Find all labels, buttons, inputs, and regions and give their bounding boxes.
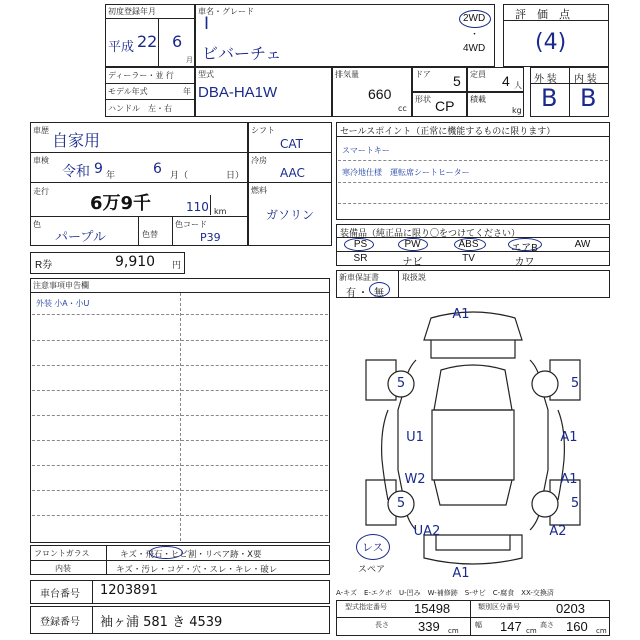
score-label: 評 価 点	[515, 9, 570, 21]
km-unit: km	[214, 207, 227, 216]
month-unit: 月	[186, 56, 193, 64]
warranty-no-circle	[369, 282, 390, 297]
first-reg-label: 初度登録年月	[108, 7, 156, 16]
dealer-label: ディーラー・並 行	[108, 71, 174, 80]
equip-abs: ABS	[458, 239, 479, 250]
first-reg-era: 平成	[108, 40, 135, 55]
usage: 自家用	[52, 131, 101, 150]
yen-unit: 円	[172, 261, 182, 271]
inspection-label: 車検	[33, 156, 49, 165]
color-code-label: 色コード	[175, 220, 207, 229]
registration-value: 袖ヶ浦 581 き 4539	[100, 615, 223, 630]
model-year-label: モデル年式	[108, 87, 148, 96]
sales-point-1: スマートキー	[342, 146, 390, 155]
equip-leather: カワ	[514, 257, 535, 268]
type-cert-label: 型式指定番号	[345, 603, 387, 611]
ac: AAC	[280, 166, 305, 180]
cc-unit: cc	[398, 104, 407, 113]
damage-mark-tire-rl: 5	[396, 496, 406, 511]
warranty-sep: ・	[358, 288, 368, 299]
height: 160	[566, 619, 588, 634]
equip-aw: AW	[574, 239, 591, 250]
interior-row-text: キズ・汚レ・コゲ・穴・スレ・キレ・破レ	[116, 565, 278, 575]
kg-unit: kg	[512, 106, 522, 115]
width: 147	[500, 619, 522, 634]
windshield-text: キズ・飛石・ヒビ割・リペア跡・X要	[120, 550, 262, 560]
color-code: P39	[200, 231, 221, 244]
length-unit: cm	[448, 627, 459, 635]
fuel-label: 燃料	[251, 186, 267, 195]
damage-mark-rear-left: UA2	[413, 524, 441, 539]
grade: ビバーチェ	[202, 44, 282, 63]
equip-abs-circle	[454, 238, 486, 251]
car-name: I	[204, 14, 210, 34]
windshield-stone-circle	[149, 546, 183, 559]
manual-label: 取扱説	[402, 273, 426, 282]
damage-legend: A-キズ E-エクボ U-凹み W-補修跡 S-サビ C-腐食 XX-交換済	[336, 589, 554, 597]
chassis-label: 車台番号	[40, 589, 80, 600]
damage-mark-tire-fl: 5	[396, 376, 406, 391]
equip-tv: TV	[462, 253, 475, 264]
type-value: DBA-HA1W	[198, 84, 278, 101]
door-label: ドア	[415, 70, 431, 79]
exterior-label: 外 装	[534, 74, 557, 85]
year-unit: 年	[183, 87, 191, 96]
interior-label: 内 装	[574, 74, 597, 85]
type-label: 型式	[198, 70, 214, 79]
mileage-sub: 110	[186, 200, 209, 214]
inspection-month-unit: 月（	[170, 171, 189, 181]
damage-mark-rear-right: A2	[549, 524, 567, 539]
type-cert: 15498	[414, 601, 451, 616]
length-label: 長さ	[375, 621, 389, 629]
person-unit: 人	[514, 81, 522, 90]
ac-label: 冷房	[251, 156, 267, 165]
damage-mark-tire-fr: 5	[570, 376, 580, 391]
notes-line-1: 外装 小A・小U	[36, 299, 90, 308]
color: パープル	[55, 230, 106, 245]
equip-sr: SR	[353, 253, 368, 264]
color-swap-label: 色替	[142, 230, 158, 239]
usage-label: 車歴	[33, 126, 49, 135]
fuel: ガソリン	[266, 208, 315, 222]
car-name-label: 車名・グレード	[198, 7, 254, 16]
equip-airbag-circle	[508, 238, 542, 251]
width-label: 幅	[475, 621, 482, 629]
first-reg-month: 6	[172, 32, 183, 51]
shape: CP	[435, 98, 455, 114]
equip-pw: PW	[404, 239, 421, 250]
length: 339	[418, 619, 440, 634]
shape-label: 形状	[415, 95, 431, 104]
inspection-era: 令和	[62, 164, 90, 180]
sales-points-label: セールスポイント（正常に機能するものに限ります）	[340, 126, 556, 136]
interior-grade: B	[580, 84, 597, 112]
damage-mark-front: A1	[452, 307, 470, 322]
class-label: 類別区分番号	[478, 603, 520, 611]
doors: 5	[453, 73, 461, 89]
registration-label: 登録番号	[40, 617, 80, 628]
equip-airbag: エアB	[511, 243, 538, 254]
displacement: 660	[368, 86, 392, 102]
inspection-day-unit: 日）	[226, 171, 245, 181]
handle-label: ハンドル 左・右	[108, 104, 172, 113]
warranty-yes: 有	[346, 288, 356, 299]
capacity-label: 定員	[470, 70, 486, 79]
displacement-label: 排気量	[335, 70, 359, 79]
equip-ps-circle	[344, 238, 374, 251]
warranty-no: 無	[374, 288, 384, 299]
shift-label: シフト	[251, 126, 275, 135]
equip-navi: ナビ	[402, 257, 423, 268]
sales-point-2: 寒冷地仕様 運転席シートヒーター	[342, 168, 470, 177]
mileage: 6万9千	[90, 193, 152, 214]
equip-pw-circle	[398, 238, 428, 251]
recycle-amount: 9,910	[115, 254, 156, 270]
drive-dot: ・	[470, 29, 480, 39]
inspection-year-unit: 年	[106, 171, 116, 181]
capacity: 4	[502, 73, 510, 89]
inspection-month: 6	[153, 161, 162, 177]
spare-mark: レス	[362, 541, 384, 554]
height-unit: cm	[596, 627, 607, 635]
damage-mark-right-rear: A1	[560, 472, 578, 487]
color-label: 色	[33, 220, 41, 229]
notes-label: 注意事項申告欄	[33, 281, 89, 290]
mileage-label: 走行	[33, 187, 49, 196]
class-value: 0203	[556, 601, 585, 616]
equip-ps: PS	[353, 239, 368, 250]
recycle-box	[30, 252, 185, 274]
damage-mark-rear: A1	[452, 566, 470, 581]
damage-mark-left-front: U1	[406, 430, 424, 445]
spare-label: スペア	[358, 565, 386, 575]
recycle-label: R券	[35, 260, 53, 271]
new-car-label: 新車保証書	[339, 273, 379, 282]
equipment-label: 装備品（純正品に限り〇をつけてください）	[340, 228, 521, 238]
drive-2wd: 2WD	[463, 13, 486, 24]
damage-mark-left-rear: W2	[404, 472, 426, 487]
exterior-grade: B	[541, 84, 558, 112]
width-unit: cm	[526, 627, 537, 635]
load-label: 積載	[470, 95, 486, 104]
damage-mark-right-front: A1	[560, 430, 578, 445]
score: (4)	[535, 30, 567, 55]
interior-row-label: 内装	[55, 564, 71, 573]
inspection-year: 9	[94, 161, 103, 177]
damage-mark-tire-rr: 5	[570, 496, 580, 511]
windshield-label: フロントガラス	[34, 549, 90, 558]
height-label: 高さ	[540, 621, 554, 629]
drive-4wd: 4WD	[463, 43, 486, 54]
shift: CAT	[280, 137, 303, 151]
first-reg-year: 22	[137, 32, 158, 51]
chassis-value: 1203891	[100, 583, 158, 598]
